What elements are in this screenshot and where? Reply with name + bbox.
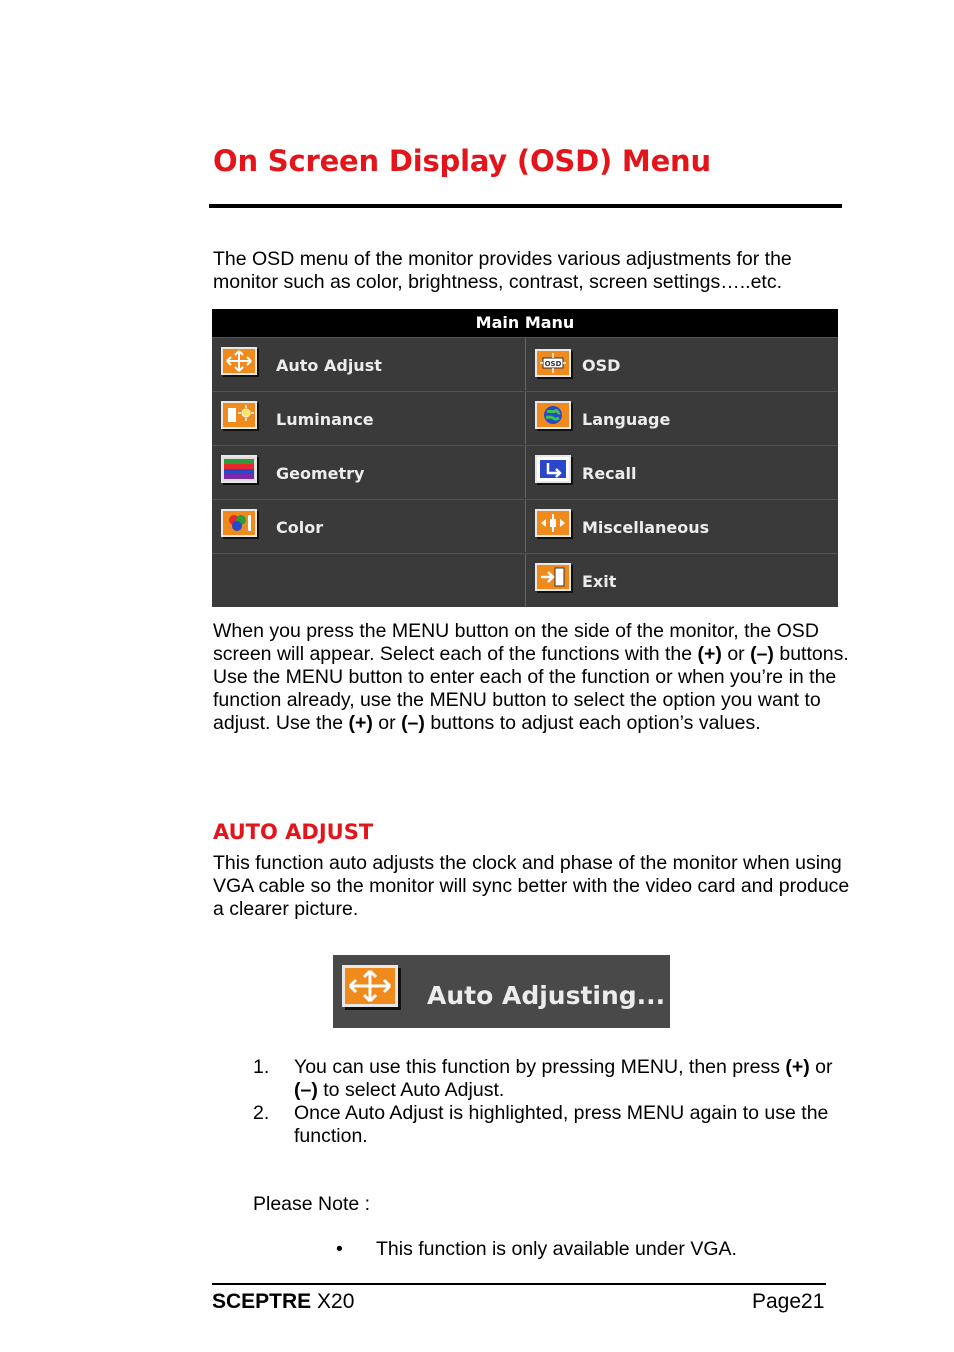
exit-door-icon [535, 563, 571, 591]
osd-item-auto-adjust[interactable] [212, 337, 524, 390]
page-title: On Screen Display (OSD) Menu [213, 144, 711, 178]
osd-item-label: Geometry [276, 464, 365, 483]
instructions-paragraph [213, 620, 853, 735]
osd-item-label: Luminance [276, 410, 374, 429]
instructions-text: buttons. Use the MENU button to enter each of the function or when you’re in the function already, use the MENU button to select the option you want to adjust. Use the [213, 643, 849, 734]
step-number: 1. [253, 1056, 270, 1078]
minus-key: (–) [750, 643, 774, 665]
bullet-dot: • [336, 1238, 343, 1260]
note-bullet-text: This function is only available under VGA. [376, 1238, 737, 1260]
osd-item-label: Language [582, 410, 671, 429]
osd-item-recall[interactable] [525, 445, 837, 498]
step-text-part: or [809, 1056, 833, 1078]
section-heading-auto-adjust: AUTO ADJUST [213, 820, 374, 844]
auto-adjust-description: This function auto adjusts the clock and phase of the monitor when using VGA cable so the monitor will sync better with the video card and produce a clearer picture. [213, 852, 850, 920]
step-number: 2. [253, 1102, 270, 1124]
plus-key: (+) [697, 643, 722, 665]
osd-item-label: OSD [582, 356, 621, 375]
title-rule [209, 204, 842, 208]
instructions-text: or [721, 643, 751, 665]
footer-brand [212, 1290, 354, 1314]
osd-item-miscellaneous[interactable] [525, 499, 837, 552]
misc-arrows-icon [535, 509, 571, 537]
osd-item-osd[interactable] [525, 337, 837, 390]
osd-item-luminance[interactable] [212, 391, 524, 444]
step-text-part: You can use this function by pressing MENU, then press [294, 1056, 786, 1078]
move-arrows-icon [221, 347, 257, 375]
osd-item-language[interactable] [525, 391, 837, 444]
minus-key: (–) [294, 1079, 318, 1101]
intro-paragraph: The OSD menu of the monitor provides various adjustments for the monitor such as color, brightness, contrast, screen settings…..etc. [213, 248, 792, 293]
move-arrows-icon [342, 965, 398, 1007]
step-text-part: to select Auto Adjust. [317, 1079, 505, 1101]
step-text [294, 1056, 854, 1102]
globe-icon [535, 401, 571, 429]
model-name: X20 [311, 1290, 355, 1313]
color-bars-icon [221, 455, 257, 483]
osd-item-geometry[interactable] [212, 445, 524, 498]
osd-item-label: Recall [582, 464, 637, 483]
page-number: Page21 [752, 1290, 825, 1313]
osd-menu-header: Main Manu [212, 309, 838, 337]
recall-arrow-icon [535, 455, 571, 483]
osd-item-label: Color [276, 518, 324, 537]
note-label: Please Note : [253, 1193, 371, 1215]
rgb-circles-icon [221, 509, 257, 537]
osd-item-label: Auto Adjust [276, 356, 382, 375]
auto-adjusting-banner [333, 955, 670, 1028]
instructions-text: When you press the MENU button on the side of the monitor, the OSD screen will appear. Select each of the functions with the [213, 620, 819, 665]
osd-item-color[interactable] [212, 499, 524, 552]
brand-name: SCEPTRE [212, 1290, 312, 1313]
osd-icon [535, 349, 571, 377]
osd-item-label: Miscellaneous [582, 518, 710, 537]
osd-item-exit[interactable] [525, 553, 837, 607]
osd-item-label: Exit [582, 572, 617, 591]
brightness-icon [221, 401, 257, 429]
plus-key: (+) [785, 1056, 810, 1078]
svg-text:OSD: OSD [544, 360, 562, 368]
step-text: Once Auto Adjust is highlighted, press MENU again to use the function. [294, 1102, 829, 1147]
instructions-text: or [372, 712, 402, 734]
instructions-text: buttons to adjust each option’s values. [424, 712, 761, 734]
footer-rule [212, 1283, 826, 1285]
auto-adjusting-text: Auto Adjusting... [427, 981, 666, 1010]
plus-key: (+) [348, 712, 373, 734]
osd-main-menu [212, 309, 838, 607]
osd-empty-cell [212, 553, 524, 607]
minus-key: (–) [401, 712, 425, 734]
